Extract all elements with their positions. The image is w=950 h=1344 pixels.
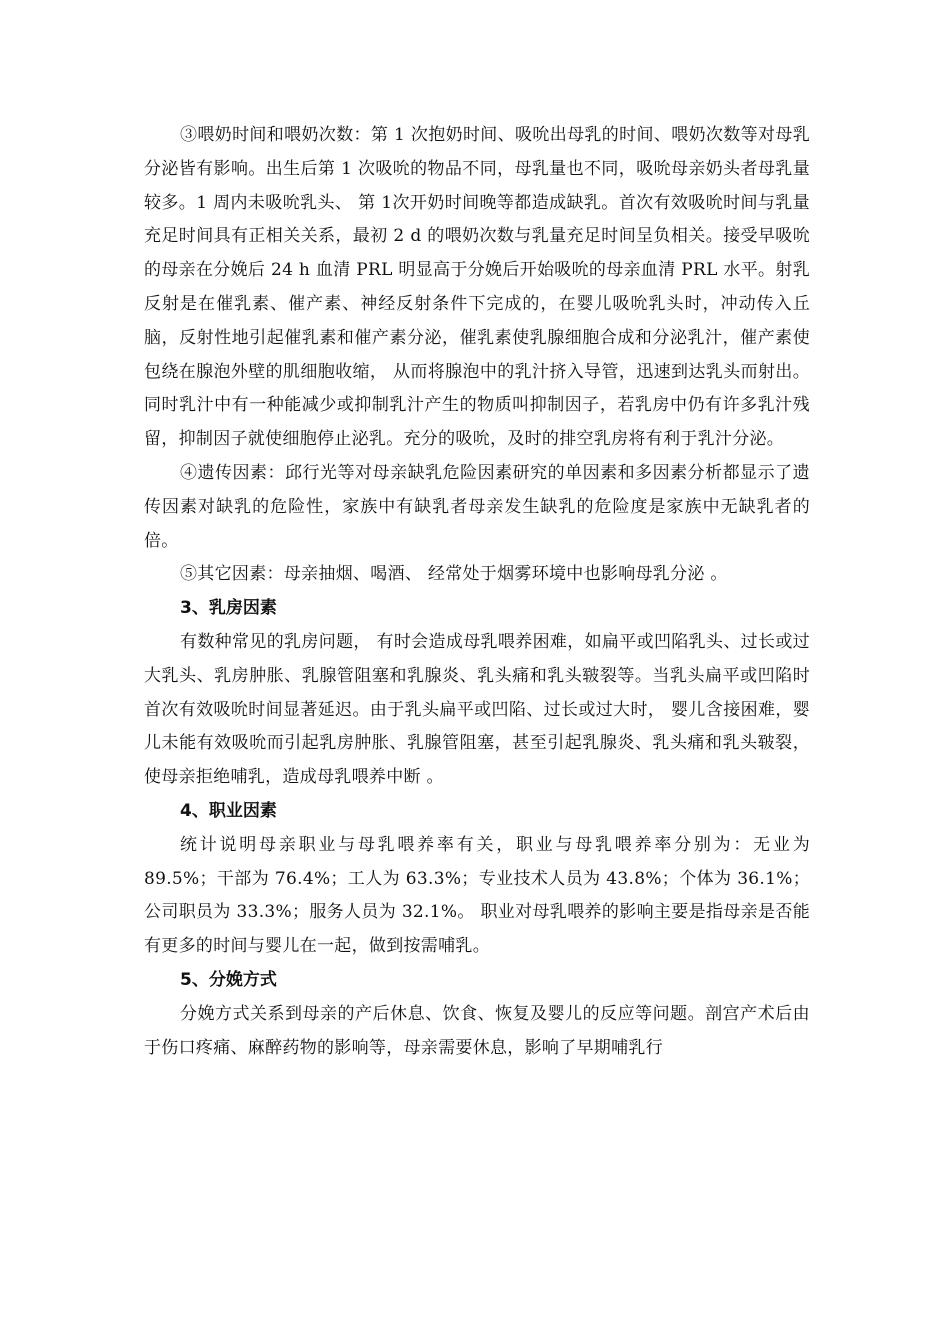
paragraph-occupation-factors: 统计说明母亲职业与母乳喂养率有关，职业与母乳喂养率分别为：无业为 89.5%；干部为 76.4%；工人为 63.3%；专业技术人员为 43.8%；个体为 36.1%；公司职员为 33.3%；服务人员为 32.1%。 职业对母乳喂养的影响主要是指母亲是否能有更多的时间与婴儿在一起，做到按需哺乳。 [144,834,810,957]
paragraph-breast-factors: 有数种常见的乳房问题， 有时会造成母乳喂养困难，如扁平或凹陷乳头、过长或过大乳头、乳房肿胀、乳腺管阻塞和乳腺炎、乳头痛和乳头皲裂等。当乳头扁平或凹陷时首次有效吸吮时间显著延迟。由于乳头扁平或凹陷、过长或过大时， 婴儿含接困难，婴儿未能有效吸吮而引起乳房肿胀、乳腺管阻塞，甚至引起乳腺炎、乳头痛和乳头皲裂，使母亲拒绝哺乳，造成母乳喂养中断 。 [144,631,810,788]
paragraph-other-factors: ⑤其它因素：母亲抽烟、喝酒、 经常处于烟雾环境中也影响母乳分泌 。 [180,564,728,585]
section-heading-delivery-method: 5、分娩方式 [180,969,277,990]
paragraph-delivery-method: 分娩方式关系到母亲的产后休息、饮食、恢复及婴儿的反应等问题。剖宫产术后由于伤口疼痛、麻醉药物的影响等，母亲需要休息，影响了早期哺乳行 [144,1003,810,1058]
paragraph-genetic-factors: ④遗传因素：邱行光等对母亲缺乳危险因素研究的单因素和多因素分析都显示了遗传因素对缺乳的危险性，家族中有缺乳者母亲发生缺乳的危险度是家族中无缺乳者的 倍。 [144,462,810,551]
section-heading-breast-factors: 3、乳房因素 [180,598,277,619]
section-heading-occupation-factors: 4、职业因素 [180,800,277,821]
paragraph-feeding-time: ③喂奶时间和喂奶次数：第 1 次抱奶时间、吸吮出母乳的时间、喂奶次数等对母乳分泌皆有影响。出生后第 1 次吸吮的物品不同，母乳量也不同，吸吮母亲奶头者母乳量较多。1 周内未吸吮乳头、 第 1次开奶时间晚等都造成缺乳。首次有效吸吮时间与乳量充足时间具有正相关关系，最初 2 d 的喂奶次数与乳量充足时间呈负相关。接受早吸吮的母亲在分娩后 24 h 血清 PRL 明显高于分娩后开始吸吮的母亲血清 PRL 水平。射乳反射是在催乳素、催产素、神经反射条件下完成的，在婴儿吸吮乳头时，冲动传入丘脑，反射性地引起催乳素和催产素分泌，催乳素使乳腺细胞合成和分泌乳汁，催产素使包绕在腺泡外壁的肌细胞收缩， 从而将腺泡中的乳汁挤入导管，迅速到达乳头而射出。同时乳汁中有一种能减少或抑制乳汁产生的物质叫抑制因子，若乳房中仍有许多乳汁残留，抑制因子就使细胞停止泌乳。充分的吸吮，及时的排空乳房将有利于乳汁分泌。 [144,125,810,450]
